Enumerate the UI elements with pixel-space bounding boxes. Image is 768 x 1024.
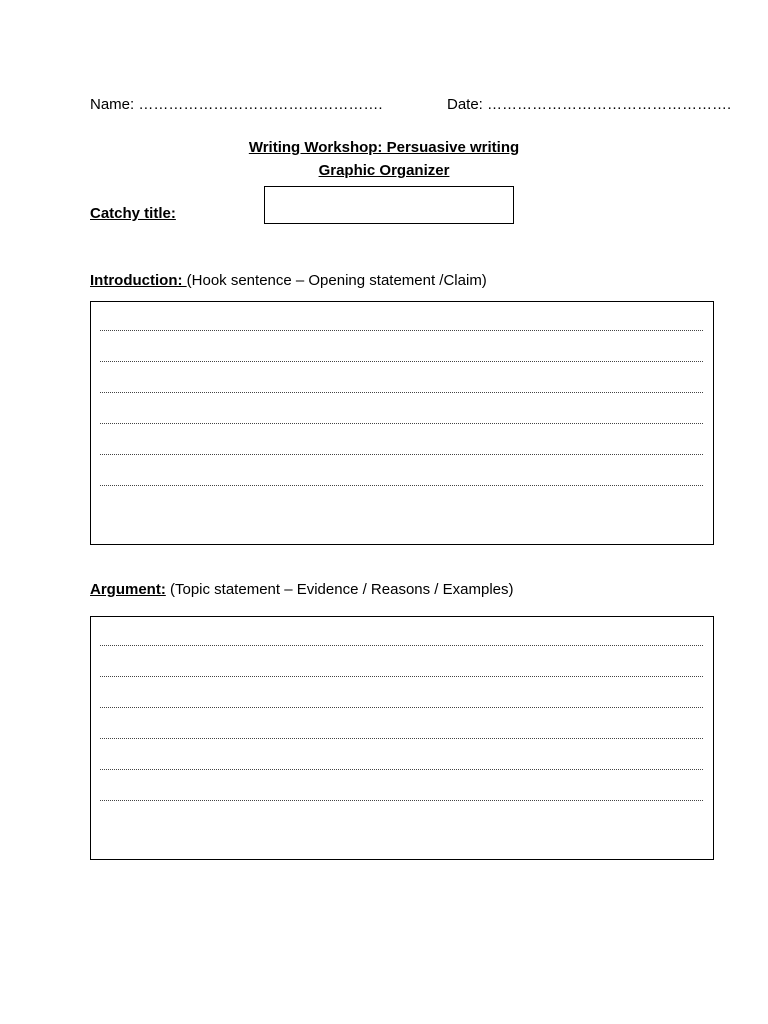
worksheet-title: Writing Workshop: Persuasive writing [248,139,520,156]
writing-line [100,392,703,393]
date-field[interactable]: Date: …………………………………………. [447,96,732,113]
argument-heading [90,581,514,598]
writing-line [100,423,703,424]
writing-line [100,676,703,677]
writing-line [100,454,703,455]
writing-line [100,361,703,362]
argument-writing-box[interactable] [90,616,714,860]
argument-label: Argument: [90,581,166,598]
writing-line [100,707,703,708]
introduction-label: Introduction: [90,272,187,289]
introduction-writing-box[interactable] [90,301,714,545]
writing-line [100,645,703,646]
writing-line [100,800,703,801]
name-field[interactable]: Name: …………………………………………. [90,96,383,113]
writing-line [100,738,703,739]
catchy-title-input-box[interactable] [264,186,514,224]
worksheet-subtitle: Graphic Organizer [318,162,450,179]
argument-hint: (Topic statement – Evidence / Reasons / Examples) [165,581,514,598]
catchy-title-label: Catchy title: [90,205,176,222]
writing-line [100,330,703,331]
introduction-heading [90,272,487,289]
introduction-hint: (Hook sentence – Opening statement /Claim) [186,272,487,289]
writing-line [100,485,703,486]
writing-line [100,769,703,770]
